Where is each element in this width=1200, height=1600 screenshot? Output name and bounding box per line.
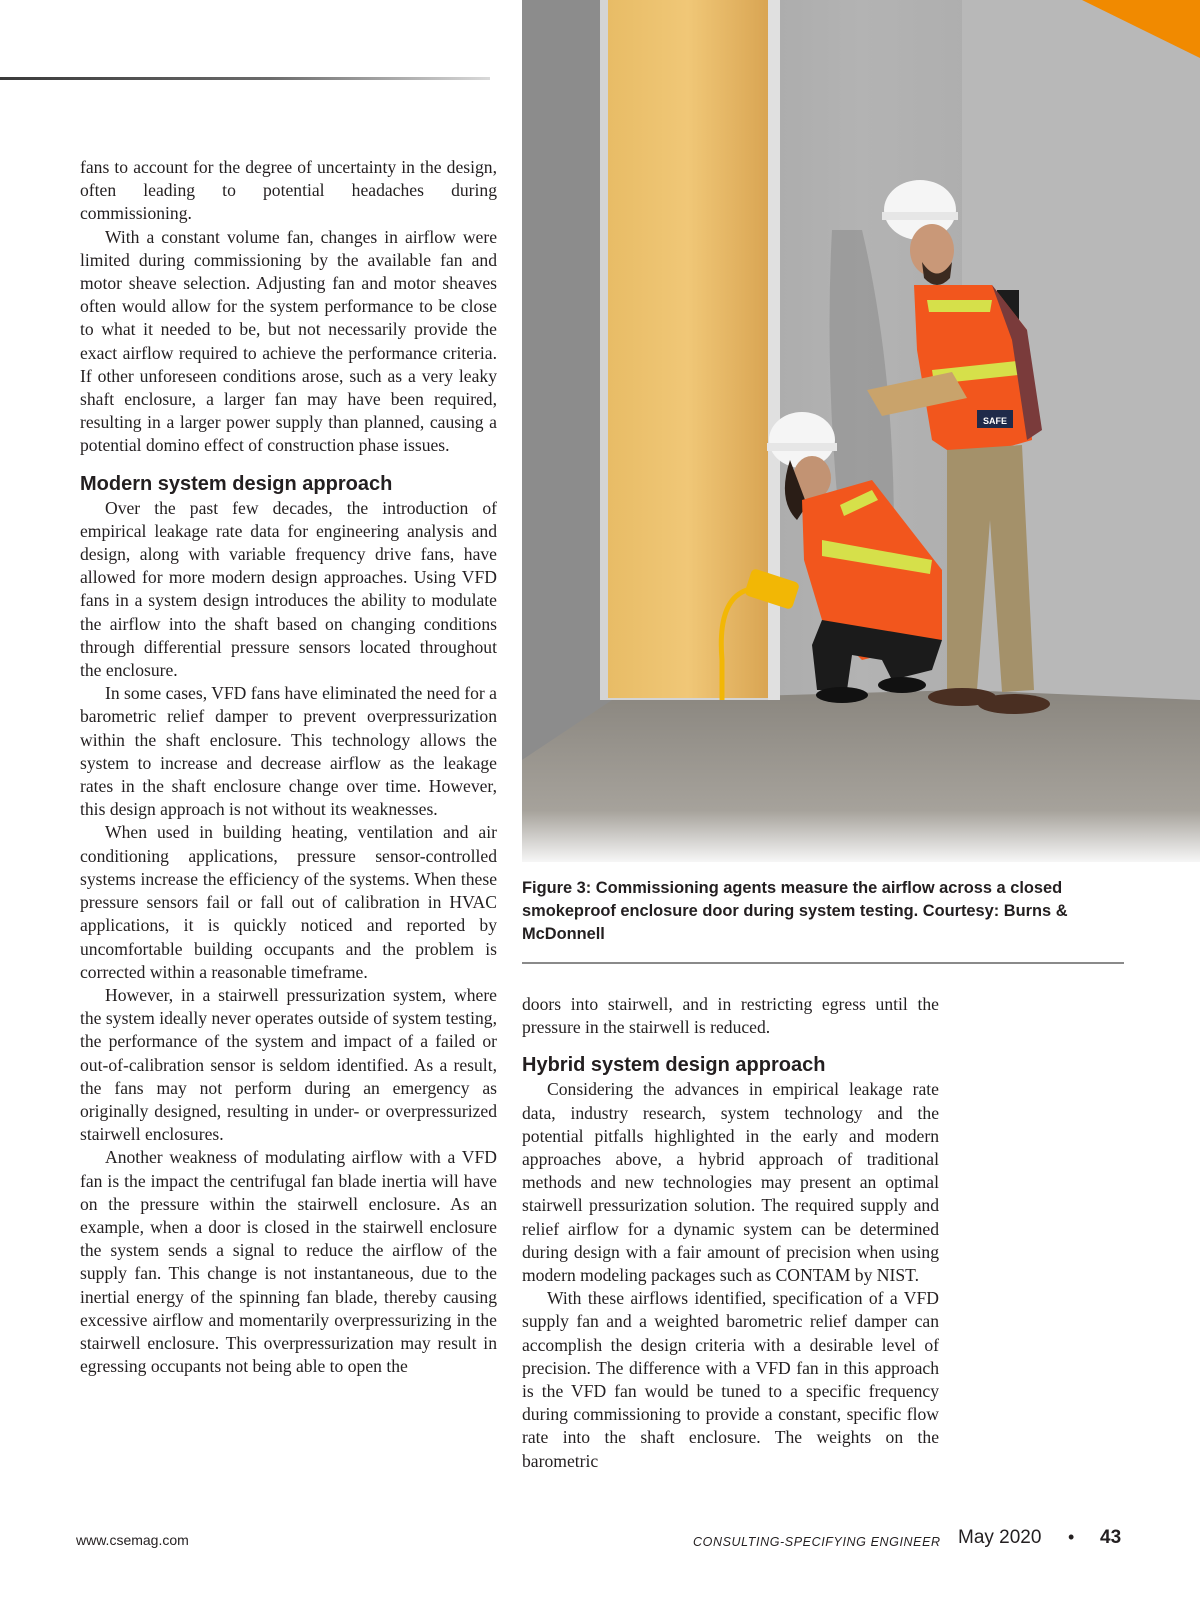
paragraph: doors into stairwell, and in restricting egress until the pressure in the stairwell is reduced. — [522, 994, 939, 1038]
footer-url[interactable]: www.csemag.com — [76, 1532, 189, 1548]
left-column — [80, 156, 497, 1378]
caption-rule — [522, 962, 1124, 964]
paragraph: With these airflows identified, specification of a VFD supply fan and a weighted barometric relief damper can accomplish the design criteria with a desirable level of precision. The difference with a VFD fan in this approach is the VFD fan would be tuned to a specific frequency during commissioning to provide a constant, specific flow rate into the shaft enclosure. The weights on the barometric — [522, 1288, 939, 1471]
left-wall — [522, 0, 612, 760]
figure-photo — [522, 0, 1200, 862]
figure-caption: Figure 3: Commissioning agents measure the airflow across a closed smokeproof enclosure door during system testing. Courtesy: Burns & McDonnell — [522, 879, 1068, 943]
right-column — [522, 993, 939, 1473]
photo-illustration — [522, 0, 1200, 862]
paragraph: However, in a stairwell pressurization system, where the system ideally never operates outside of system testing, the performance of the system and impact of a failed or out-of-calibration sensor is seldom identified. As a result, the fans may not perform during an emergency as originally designed, resulting in under- or overpressurized stairwell enclosures. — [80, 984, 497, 1145]
page-number: 43 — [1100, 1527, 1122, 1548]
paragraph: Over the past few decades, the introduction of empirical leakage rate data for engineering analysis and design, along with variable frequency drive fans, have allowed for more modern design approaches. Using VFD fans in a system design introduces the ability to modulate the airflow into the shaft based on changing conditions through differential pressure sensors located throughout the enclosure. — [80, 497, 497, 681]
section-heading: Modern system design approach — [80, 472, 393, 495]
header-rule — [0, 77, 490, 80]
paragraph: Considering the advances in empirical leakage rate data, industry research, system technology and the potential pitfalls highlighted in the early and modern approaches above, a hybrid approach of traditional methods and new technologies may present an optimal stairwell pressurization solution. The required supply and relief airflow for a dynamic system can be determined during design with a fair amount of precision when using modern modeling packages such as CONTAM by NIST. — [522, 1079, 939, 1286]
paragraph: Another weakness of modulating airflow with a VFD fan is the impact the centrifugal fan blade inertia will have on the pressure within the stairwell enclosure. As an example, when a door is closed in the stairwell enclosure the system sends a signal to reduce the airflow of the supply fan. This change is not instantaneous, due to the inertial energy of the spinning fan blade, thereby causing excessive airflow and momentarily overpressurizing in the stairwell enclosure. This overpressurization may result in egressing occupants not being able to open the — [80, 1147, 497, 1377]
paragraph: When used in building heating, ventilation and air conditioning applications, pressure sensor-controlled systems increase the efficiency of the systems. When these pressure sensors fail or fall out of calibration in HVAC applications, it is quickly noticed and reported by uncomfortable building occupants and the problem is corrected within a reasonable timeframe. — [80, 822, 497, 982]
vest-label: SAFE — [983, 416, 1008, 426]
floor — [522, 690, 1200, 862]
footer-date: May 2020 — [958, 1527, 1042, 1548]
section-heading: Hybrid system design approach — [522, 1054, 826, 1077]
paragraph: fans to account for the degree of uncertainty in the design, often leading to potential headaches during commissioning. — [80, 157, 497, 224]
footer-magazine-name: CONSULTING-SPECIFYING ENGINEER — [693, 1535, 941, 1549]
paragraph: With a constant volume fan, changes in airflow were limited during commissioning by the available fan and motor sheave selection. Adjusting fan and motor sheaves often would allow for the system performance to be close to what it needed to be, but not necessarily provide the exact airflow required to achieve the performance criteria. If other unforeseen conditions arose, such as a very leaky shaft enclosure, a larger fan may have been required, resulting in a larger power supply than planned, causing a potential domino effect of construction phase issues. — [80, 226, 497, 456]
paragraph: In some cases, VFD fans have eliminated the need for a barometric relief damper to prevent overpressurization within the shaft enclosure. This technology allows the system to increase and decrease airflow as the leakage rates in the shaft enclosure change over time. However, this design approach is not without its weaknesses. — [80, 683, 497, 820]
footer-bullet: • — [1068, 1527, 1075, 1547]
